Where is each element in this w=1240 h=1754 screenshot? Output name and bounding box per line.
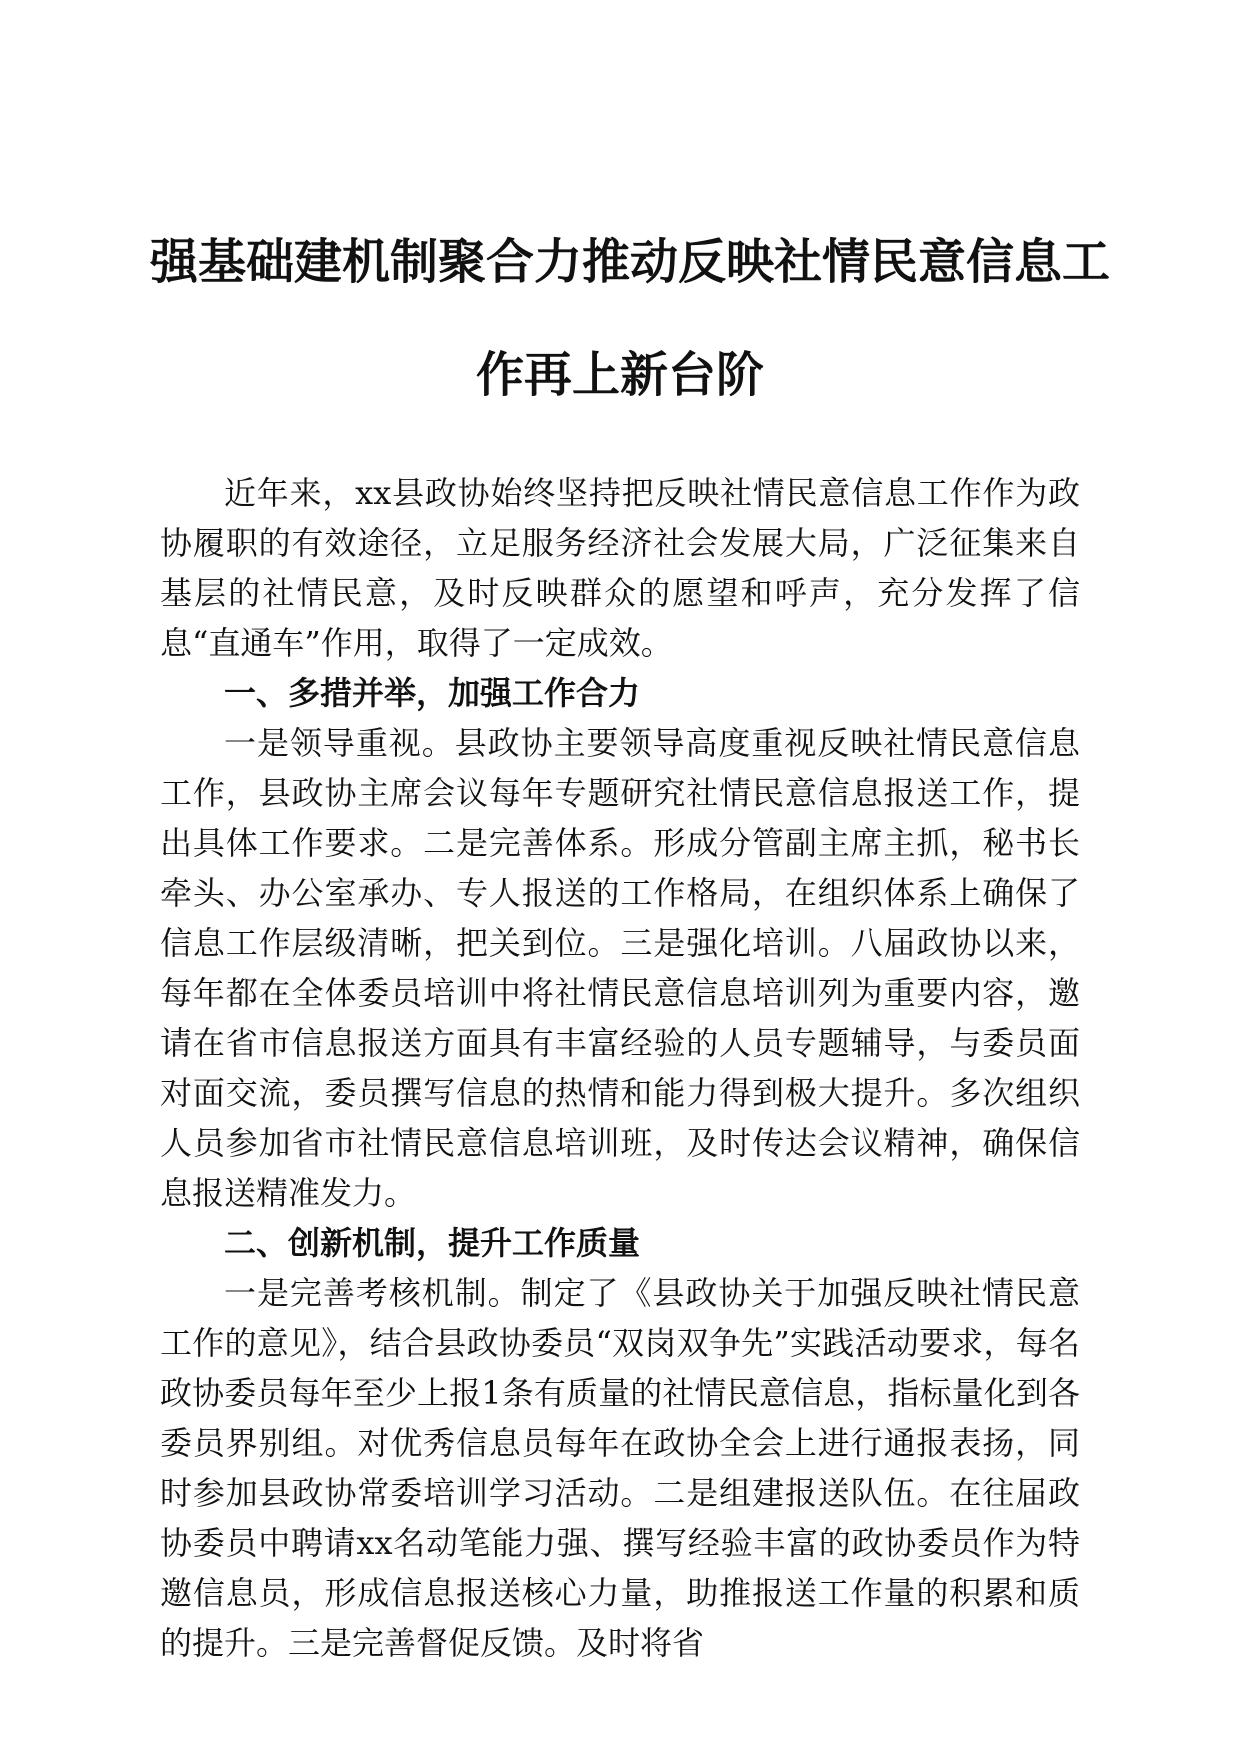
- section-1-heading: 一、多措并举，加强工作合力: [224, 674, 641, 712]
- intro-paragraph: 近年来，xx县政协始终坚持把反映社情民意信息工作作为政协履职的有效途径，立足服务经济社会发展大局，广泛征集来自基层的社情民意，及时反映群众的愿望和呼声，充分发挥了信息“直通车”作用，取得了一定成效。: [160, 474, 1080, 662]
- section-2-heading: 二、创新机制，提升工作质量: [224, 1224, 641, 1262]
- document-body: [160, 468, 1080, 1668]
- section-1-paragraph: 一是领导重视。县政协主要领导高度重视反映社情民意信息工作，县政协主席会议每年专题研究社情民意信息报送工作，提出具体工作要求。二是完善体系。形成分管副主席主抓，秘书长牵头、办公室承办、专人报送的工作格局，在组织体系上确保了信息工作层级清晰，把关到位。三是强化培训。八届政协以来，每年都在全体委员培训中将社情民意信息培训列为重要内容，邀请在省市信息报送方面具有丰富经验的人员专题辅导，与委员面对面交流，委员撰写信息的热情和能力得到极大提升。多次组织人员参加省市社情民意信息培训班，及时传达会议精神，确保信息报送精准发力。: [160, 724, 1080, 1212]
- section-2-paragraph: 一是完善考核机制。制定了《县政协关于加强反映社情民意工作的意见》，结合县政协委员“双岗双争先”实践活动要求，每名政协委员每年至少上报1条有质量的社情民意信息，指标量化到各委员界别组。对优秀信息员每年在政协全会上进行通报表扬，同时参加县政协常委培训学习活动。二是组建报送队伍。在往届政协委员中聘请xx名动笔能力强、撰写经验丰富的政协委员作为特邀信息员，形成信息报送核心力量，助推报送工作量的积累和质的提升。三是完善督促反馈。及时将省: [160, 1274, 1080, 1662]
- document-title-line-1: 强基础建机制聚合力推动反映社情民意信息工: [150, 234, 1111, 290]
- document-title-line-2: 作再上新台阶: [475, 347, 764, 403]
